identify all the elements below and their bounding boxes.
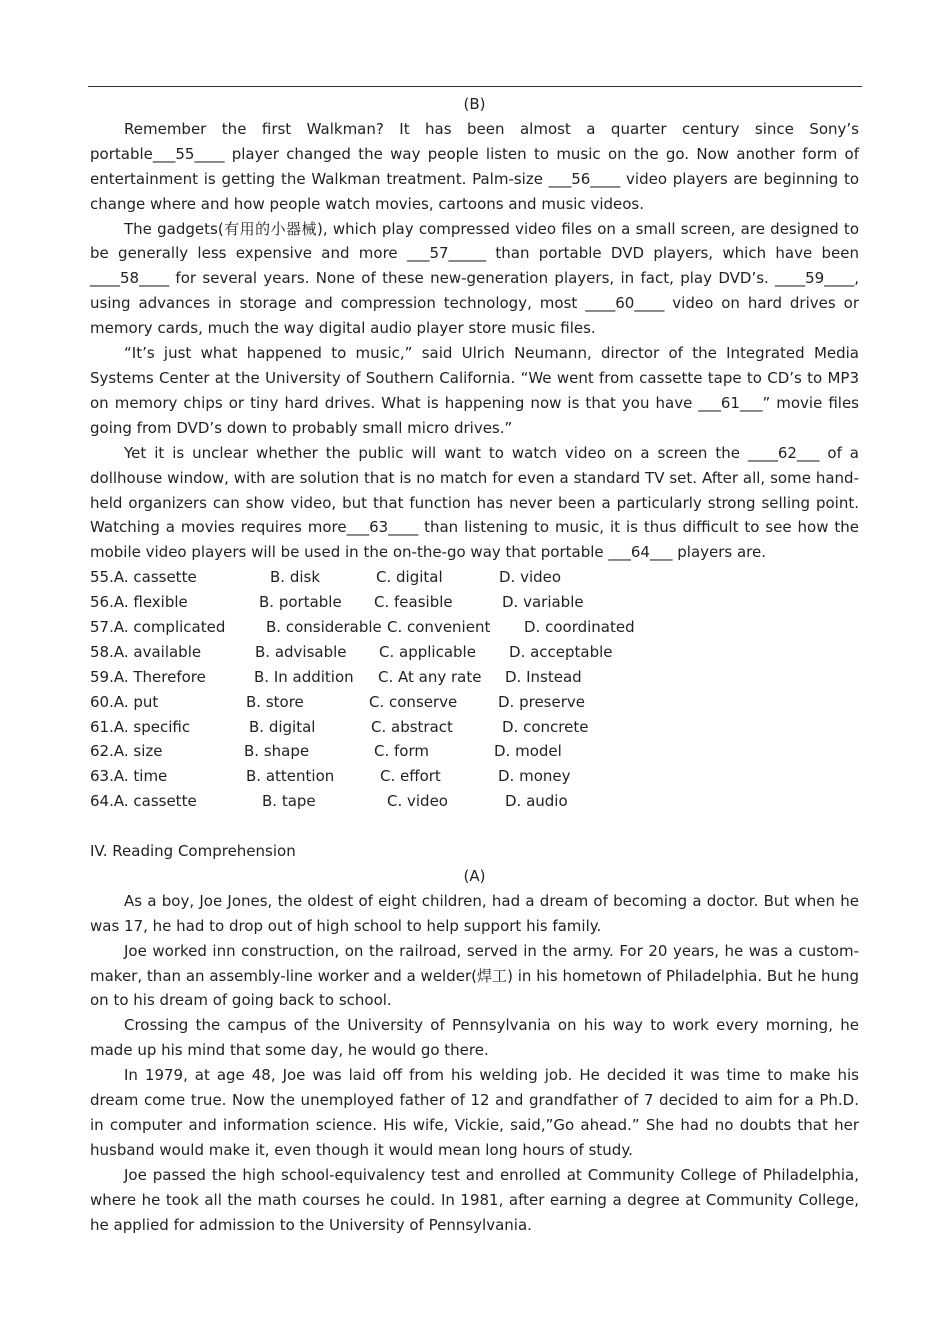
option-b: B. In addition: [254, 667, 354, 686]
option-c: C. At any rate: [378, 667, 482, 686]
section-iv-paragraph-4: In 1979, at age 48, Joe was laid off from his welding job. He decided it was time to make his dream come true. Now the unemployed father of 12 and grandfather of 7 decided to aim for a Ph.D. in computer and information science. His wife, Vickie, said,”Go ahead.” She had no doubts that her husband would make it, even though it would mean long hours of study.: [90, 1066, 859, 1159]
option-a: 56.A. flexible: [90, 593, 188, 612]
option-d: D. money: [498, 767, 571, 786]
header-rule: [88, 86, 862, 87]
option-a: 55.A. cassette: [90, 568, 197, 587]
blank-line: [90, 814, 859, 839]
option-a: 63.A. time: [90, 767, 168, 786]
section-iv-subtitle: (A): [463, 866, 486, 885]
option-a: 64.A. cassette: [90, 792, 197, 811]
option-a: 59.A. Therefore: [90, 667, 206, 686]
option-row-59: [90, 665, 859, 690]
section-b-paragraph-3: “It’s just what happened to music,” said Ulrich Neumann, director of the Integrated Media Systems Center at the University of Southern California. “We went from cassette tape to CD’s to MP3 on memory chips or tiny hard drives. What is happening now is that you have ___61___” movie files going from DVD’s down to probably small micro drives.”: [90, 344, 859, 437]
option-b: B. digital: [249, 717, 316, 736]
option-b: B. advisable: [255, 642, 347, 661]
option-row-57: [90, 615, 859, 640]
option-a: 58.A. available: [90, 642, 202, 661]
option-a: 60.A. put: [90, 692, 159, 711]
section-b-paragraph-1: Remember the first Walkman? It has been almost a quarter century since Sony’s portable___55____ player changed the way people listen to music on the go. Now another form of entertainment is getting the Walkman treatment. Palm-size ___56____ video players are beginning to change where and how people watch movies, cartoons and music videos.: [90, 119, 859, 213]
option-row-64: [90, 789, 859, 814]
option-row-56: [90, 590, 859, 615]
section-iv-paragraph-3: Crossing the campus of the University of Pennsylvania on his way to work every morning, he made up his mind that some day, he would go there.: [90, 1016, 859, 1060]
option-c: C. abstract: [371, 717, 453, 736]
option-d: D. Instead: [505, 667, 582, 686]
option-b: B. considerable: [266, 618, 382, 636]
option-d: D. acceptable: [509, 642, 613, 661]
option-a: 62.A. size: [90, 742, 163, 761]
option-d: D. variable: [502, 593, 584, 612]
document-content: [90, 92, 859, 1238]
section-iv-paragraph-5: Joe passed the high school-equivalency test and enrolled at Community College of Philadelphia, where he took all the math courses he could. In 1981, after earning a degree at Community College, he applied for admission to the University of Pennsylvania.: [90, 1165, 859, 1234]
option-b: B. portable: [259, 593, 342, 612]
option-c: C. applicable: [379, 642, 476, 661]
option-row-63: [90, 764, 859, 789]
option-row-55: [90, 565, 859, 590]
option-c: C. feasible: [374, 593, 453, 612]
option-row-60: [90, 690, 859, 715]
option-c: C. video: [387, 792, 448, 811]
option-a: 61.A. specific: [90, 717, 191, 736]
option-b: B. disk: [270, 568, 321, 587]
option-c: C. convenient: [387, 618, 491, 636]
section-b-title: (B): [463, 95, 486, 113]
option-c: C. form: [374, 742, 429, 761]
option-c: C. digital: [376, 568, 443, 587]
section-iv-heading: IV. Reading Comprehension: [90, 842, 296, 861]
option-c: C. effort: [380, 767, 441, 786]
section-iv-paragraph-2: Joe worked inn construction, on the railroad, served in the army. For 20 years, he was a custom-maker, than an assembly-line worker and a welder(焊工) in his hometown of Philadelphia. But he hung on to his dream of going back to school.: [90, 941, 859, 1010]
option-d: D. model: [494, 742, 562, 761]
option-row-62: [90, 739, 859, 764]
option-b: B. shape: [244, 742, 310, 761]
option-c: C. conserve: [369, 692, 458, 711]
option-d: D. audio: [505, 792, 568, 811]
section-b-paragraph-4: Yet it is unclear whether the public will want to watch video on a screen the ____62___ of a dollhouse window, with are solution that is no match for even a standard TV set. After all, some hand-held organizers can show video, but that function has never been a particularly strong selling point. Watching a movies requires more___63____ than listening to music, it is thus difficult to see how the mobile video players will be used in the on-the-go way that portable ___64___ players are.: [90, 443, 859, 562]
option-d: D. video: [499, 568, 562, 587]
option-a: 57.A. complicated: [90, 618, 226, 636]
answer-options: [90, 565, 859, 814]
option-d: D. concrete: [502, 717, 589, 736]
option-b: B. attention: [246, 767, 335, 786]
option-b: B. store: [246, 692, 304, 711]
option-d: D. coordinated: [524, 618, 635, 636]
section-iv-paragraph-1: As a boy, Joe Jones, the oldest of eight children, had a dream of becoming a doctor. But when he was 17, he had to drop out of high school to help support his family.: [90, 891, 859, 935]
option-row-61: [90, 715, 859, 740]
option-row-58: [90, 640, 859, 665]
section-b-paragraph-2: The gadgets(有用的小器械), which play compressed video files on a small screen, are designed to be generally less expensive and more ___57_____ than portable DVD players, which have been ____58____ for several years. None of these new-generation players, in fact, play DVD’s. ____59____, using advances in storage and compression technology, most ____60____ video on hard drives or memory cards, much the way digital audio player store music files.: [90, 219, 859, 338]
option-d: D. preserve: [498, 692, 585, 711]
option-b: B. tape: [262, 792, 316, 811]
